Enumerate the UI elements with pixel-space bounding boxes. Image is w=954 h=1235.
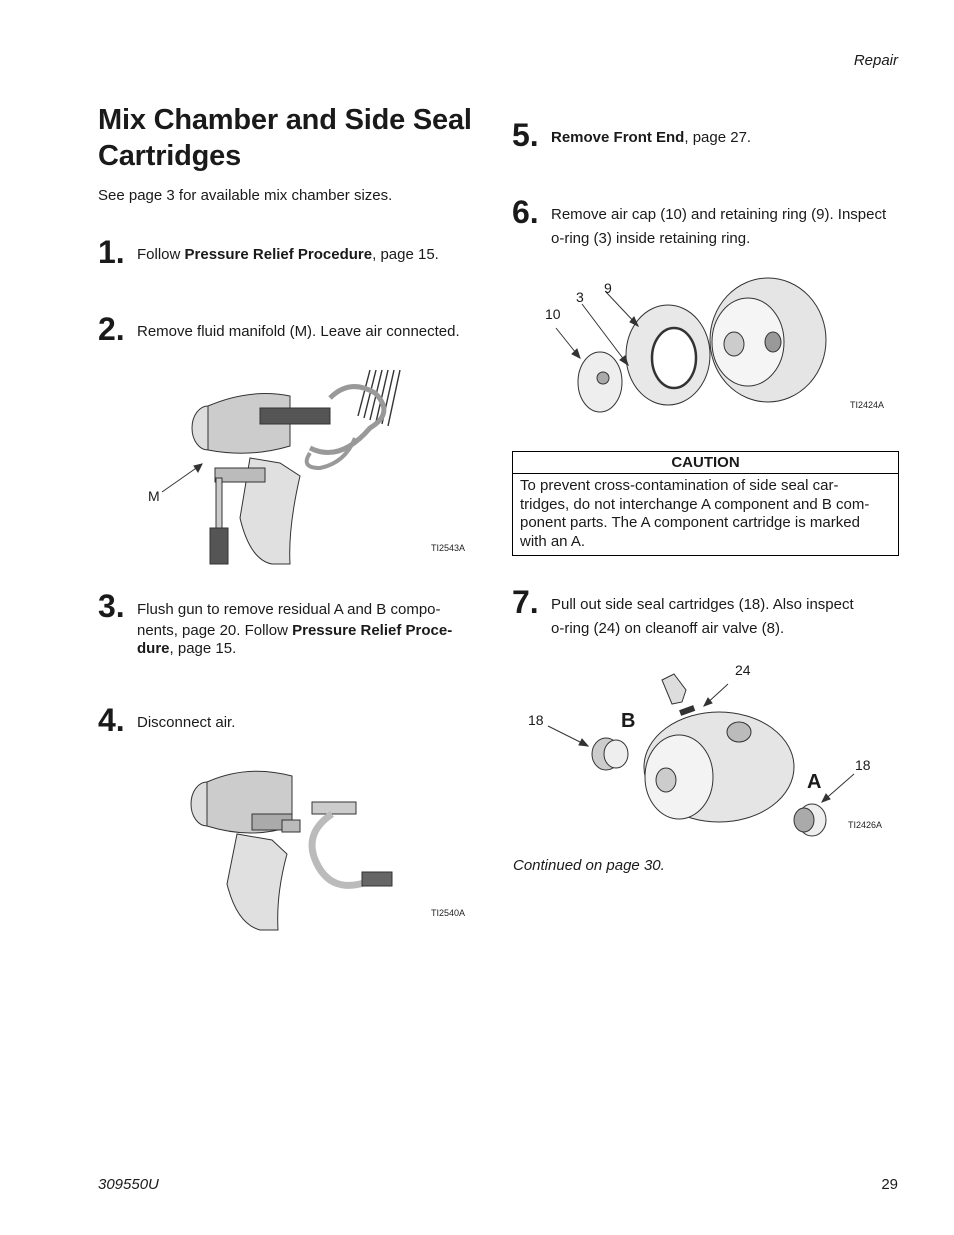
- figure-caption-ti2426a: TI2426A: [848, 820, 883, 830]
- section-header: Repair: [853, 52, 898, 69]
- step-6-number: 6.: [512, 194, 539, 230]
- continued-note: Continued on page 30.: [513, 857, 665, 874]
- step-5-number: 5.: [512, 117, 539, 153]
- step-1-text: Follow Pressure Relief Procedure, page 15.: [137, 246, 439, 263]
- step-3-number: 3.: [98, 588, 125, 624]
- doc-number: 309550U: [98, 1176, 159, 1193]
- step-2-text: Remove fluid manifold (M). Leave air connected.: [137, 323, 460, 340]
- caution-heading: CAUTION: [513, 452, 898, 474]
- callout-9: 9: [604, 280, 612, 296]
- callout-24: 24: [735, 662, 751, 678]
- step-1-number: 1.: [98, 234, 125, 270]
- callout-18-a: 18: [855, 757, 871, 773]
- side-seal-cartridges-illustration: [584, 662, 838, 842]
- step-2-number: 2.: [98, 311, 125, 347]
- step-4-number: 4.: [98, 702, 125, 738]
- caution-body: To prevent cross-contamination of side seal car- tridges, do not interchange A component and B com- ponent parts. The A component cartridge is marked with an A.: [520, 477, 870, 550]
- intro-text: See page 3 for available mix chamber sizes.: [98, 187, 393, 204]
- gun-disconnected-illustration: [182, 764, 404, 932]
- step-6-text: Remove air cap (10) and retaining ring (9). Inspect o-ring (3) inside retaining ring.: [551, 206, 887, 247]
- figure-caption-ti2543a: TI2543A: [431, 543, 466, 553]
- figure-caption-ti2540a: TI2540A: [431, 908, 466, 918]
- step-5-text: Remove Front End, page 27.: [551, 129, 752, 146]
- step-7-text: Pull out side seal cartridges (18). Also inspect o-ring (24) on cleanoff air valve (8).: [551, 596, 854, 637]
- caution-box: [512, 451, 899, 556]
- callout-3: 3: [576, 289, 584, 305]
- step-7-number: 7.: [512, 584, 539, 620]
- page-number: 29: [881, 1176, 898, 1193]
- gun-manifold-illustration: [180, 368, 405, 564]
- label-b: B: [621, 710, 636, 732]
- step-4-text: Disconnect air.: [137, 714, 236, 731]
- callout-18-b: 18: [528, 712, 544, 728]
- label-a: A: [807, 771, 822, 793]
- page-title: Mix Chamber and Side Seal Cartridges: [98, 104, 472, 172]
- callout-m: M: [148, 488, 160, 504]
- callout-10: 10: [545, 306, 561, 322]
- step-3-text: Flush gun to remove residual A and B compo- nents, page 20. Follow Pressure Relief Proce- dure, page 15.: [137, 601, 453, 657]
- figure-caption-ti2424a: TI2424A: [850, 400, 885, 410]
